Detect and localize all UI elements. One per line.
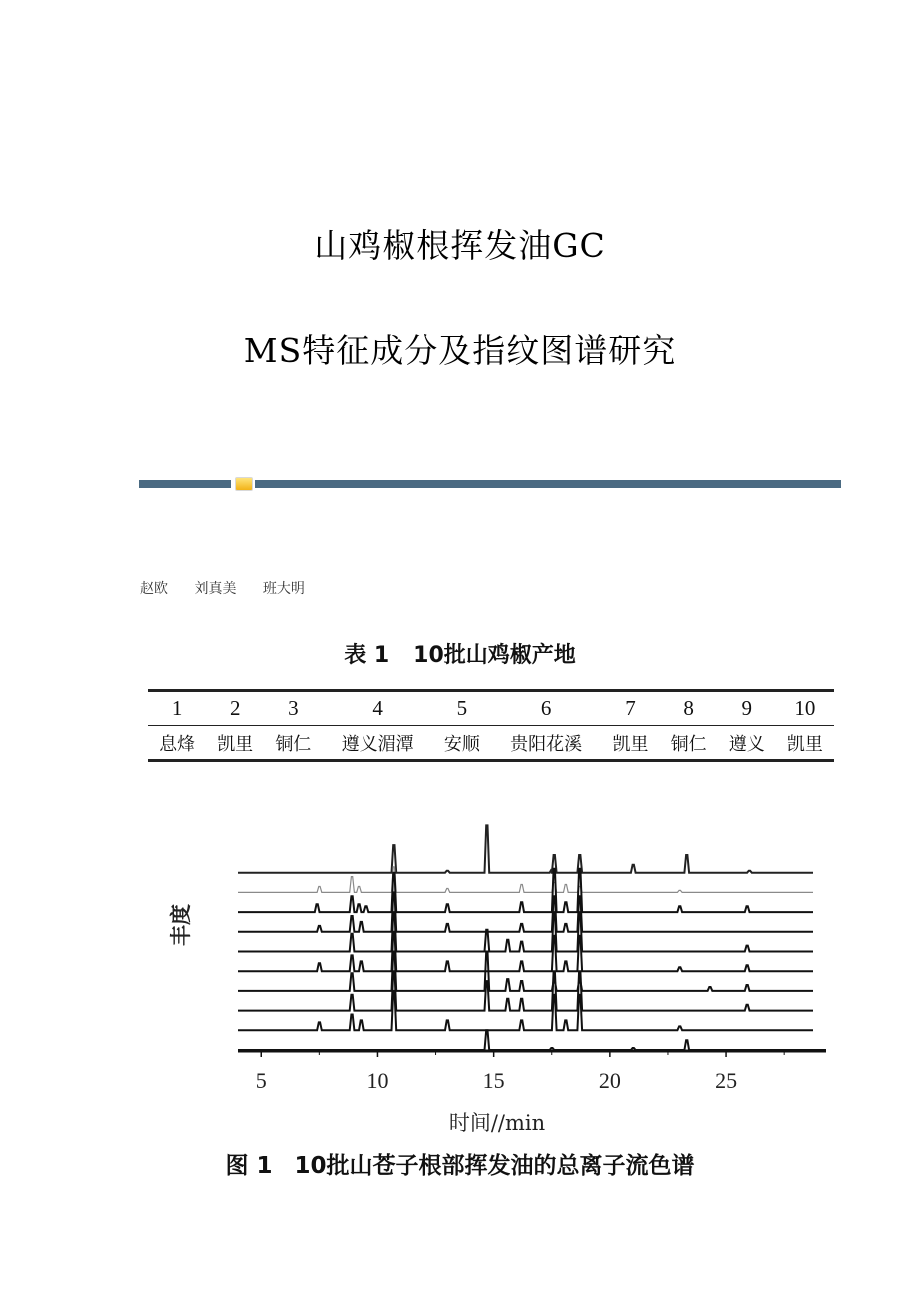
origin-cell: 凯里 [217,733,254,755]
x-tick-label: 20 [598,1068,621,1093]
origin-cell: 遵义湄潭 [341,733,414,755]
figure-caption [0,1147,920,1180]
batch-number: 8 [660,691,718,726]
title-line-1: 山鸡椒根挥发油GC [314,226,606,265]
batch-number: 7 [601,691,659,726]
y-axis-label: 丰度 [169,904,193,946]
figure-title: 10批山苍子根部挥发油的总离子流色谱 [294,1153,695,1179]
author: 班大明 [262,581,305,597]
title-line-2: MS特征成分及指纹图谱研究 [243,331,677,370]
figure-label: 图 1 [225,1153,273,1179]
x-tick-label: 10 [366,1068,389,1093]
x-tick-label: 5 [255,1068,267,1093]
batch-number: 9 [718,691,776,726]
chromatogram-trace [238,869,813,912]
table-title: 10批山鸡椒产地 [413,643,576,668]
chromatogram-trace [238,825,813,872]
origin-cell: 铜仁 [670,733,707,755]
origin-cell: 安顺 [443,733,480,755]
author: 赵欧 [140,581,168,597]
chromatogram-trace [238,867,813,893]
table-label: 表 1 [344,643,390,668]
batch-number: 5 [433,691,491,726]
origin-cell: 遵义 [728,733,765,755]
origin-cell: 贵阳花溪 [510,733,583,755]
batch-number: 4 [322,691,432,726]
origin-cell: 息烽 [159,733,196,755]
batch-number: 3 [264,691,322,726]
batch-number: 6 [491,691,601,726]
origin-cell: 凯里 [786,733,823,755]
batch-number: 2 [206,691,264,726]
x-tick-label: 25 [715,1068,738,1093]
origin-cell: 凯里 [612,733,649,755]
x-axis-label: 时间//min [448,1111,546,1135]
x-axis-ticks [256,1051,784,1093]
chromatogram-traces [238,825,826,1050]
origin-cell: 铜仁 [275,733,312,755]
x-tick-label: 15 [482,1068,505,1093]
batch-number: 1 [148,691,206,726]
author: 刘真美 [194,581,237,597]
chromatogram-trace [238,1030,826,1050]
batch-number: 10 [776,691,834,726]
